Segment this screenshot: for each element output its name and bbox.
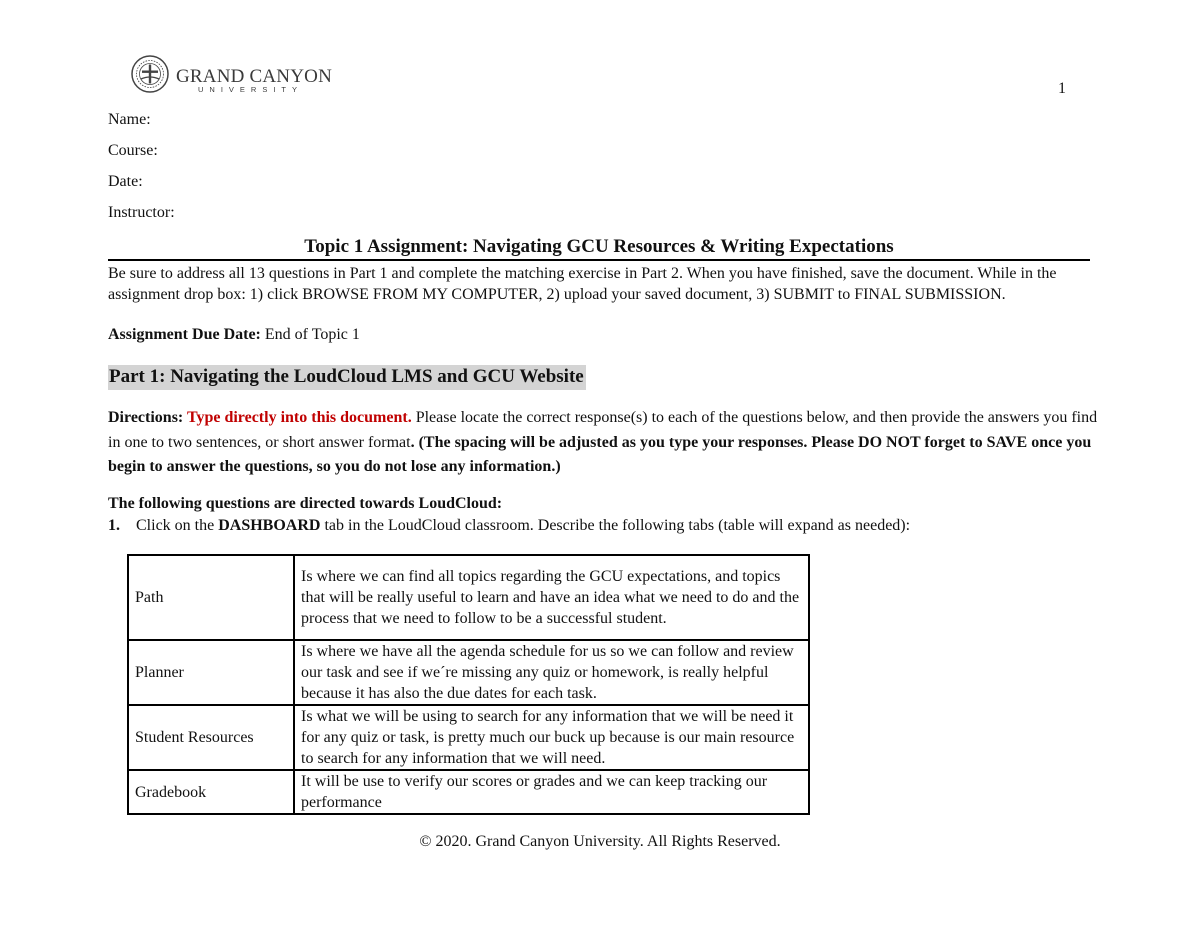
date-label: Date: bbox=[108, 173, 143, 190]
part1-heading: Part 1: Navigating the LoudCloud LMS and GCU Website bbox=[108, 365, 586, 390]
course-label: Course: bbox=[108, 142, 158, 159]
due-date-label: Assignment Due Date: bbox=[108, 326, 261, 343]
directions-note: . (The spacing will be adjusted as you type your responses. Please DO NOT forget to SAVE once you begin to answer the questions, so you do not lose any information.) bbox=[108, 433, 1092, 475]
tab-name-cell: Path bbox=[128, 555, 294, 640]
due-date-line bbox=[108, 326, 360, 344]
question-1-keyword: DASHBOARD bbox=[218, 517, 321, 534]
due-date-value: End of Topic 1 bbox=[260, 326, 360, 343]
tab-name-cell: Student Resources bbox=[128, 705, 294, 770]
question-1 bbox=[108, 517, 910, 535]
tab-name-cell: Planner bbox=[128, 640, 294, 705]
answer-cell[interactable]: Is where we can find all topics regarding the GCU expectations, and topics that will be really useful to learn and have an idea what we need to do and the process that we need to follow to be a successful student. bbox=[294, 555, 809, 640]
gcu-logo bbox=[130, 54, 332, 96]
loudcloud-subheading: The following questions are directed towards LoudCloud: bbox=[108, 495, 503, 512]
name-label: Name: bbox=[108, 111, 151, 128]
answer-cell[interactable]: Is where we have all the agenda schedule for us so we can follow and review our task and see if we´re missing any quiz or homework, is really helpful because it has also the due dates for each task. bbox=[294, 640, 809, 705]
directions-emphasis: Type directly into this document. bbox=[186, 409, 412, 426]
copyright-footer: © 2020. Grand Canyon University. All Rights Reserved. bbox=[419, 833, 781, 850]
table-row bbox=[128, 640, 809, 705]
logo-name: GRAND CANYON bbox=[176, 66, 332, 87]
tab-name-cell: Gradebook bbox=[128, 770, 294, 814]
table-row bbox=[128, 555, 809, 640]
question-1-post: tab in the LoudCloud classroom. Describe the following tabs (table will expand as needed): bbox=[320, 517, 911, 534]
page-number: 1 bbox=[1058, 80, 1066, 97]
logo-subtitle: UNIVERSITY bbox=[198, 85, 304, 94]
directions-paragraph bbox=[108, 406, 1098, 480]
gcu-seal-icon bbox=[130, 54, 170, 94]
directions-text: Please locate the correct response(s) to each of the questions below, and then provide the answers you find in one to two sentences, or short answer format bbox=[108, 409, 1098, 451]
answer-cell[interactable]: Is what we will be using to search for any information that we will be need it for any quiz or task, is pretty much our buck up because is our main resource to search for any information that we will need. bbox=[294, 705, 809, 770]
directions-label: Directions: bbox=[108, 409, 187, 426]
answer-cell[interactable]: It will be use to verify our scores or grades and we can keep tracking our performance bbox=[294, 770, 809, 814]
table-row bbox=[128, 770, 809, 814]
table-row bbox=[128, 705, 809, 770]
question-1-pre: Click on the bbox=[136, 517, 219, 534]
intro-paragraph: Be sure to address all 13 questions in Part 1 and complete the matching exercise in Part 2. When you have finished, save the document. While in the assignment drop box: 1) click BROWSE FROM MY COMPUTER, 2) upload your saved document, 3) SUBMIT to FINAL SUBMISSION. bbox=[108, 265, 1057, 303]
instructor-label: Instructor: bbox=[108, 204, 175, 221]
question-1-number: 1. bbox=[108, 517, 120, 534]
assignment-title: Topic 1 Assignment: Navigating GCU Resources & Writing Expectations bbox=[108, 236, 1090, 261]
dashboard-tabs-table bbox=[127, 554, 810, 815]
